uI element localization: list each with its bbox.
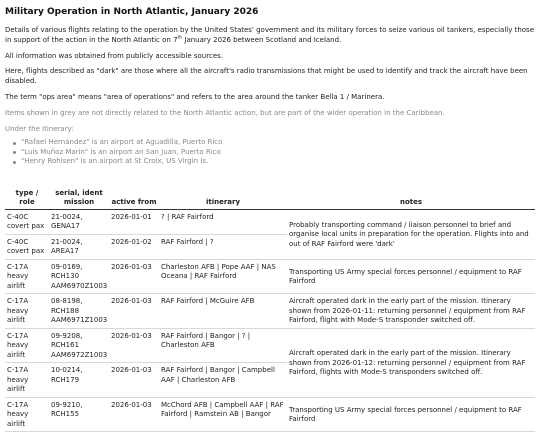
cell-itinerary: RAF Fairford | Bangor | ? | Charleston AFB	[161, 331, 251, 350]
aircraft-role: heavy airlift	[7, 341, 29, 359]
cell-serial: 09-9210, RCH155	[51, 400, 83, 419]
cell-date: 2026-01-03	[111, 400, 152, 409]
intro-paragraph-details	[5, 26, 535, 46]
cell-notes: Probably transporting command / liaison personnel to brief and organise local units in preparation for the operation. Flights into and out of RAF Fairford were 'dark'	[289, 220, 529, 248]
cell-notes: Aircraft operated dark in the early part of the mission. Itinerary shown from 2026-01-11: returning personnel / equipment from RAF Fairford, flight with Mode-S transponder switched off.	[289, 297, 526, 325]
document-page	[5, 6, 535, 432]
aircraft-role: heavy airlift	[7, 410, 29, 428]
cell-type-role	[5, 234, 49, 259]
table-row	[5, 209, 535, 234]
cell-type-role	[5, 259, 49, 294]
cell-date: 2026-01-03	[111, 366, 152, 375]
cell-itinerary: RAF Fairford | ?	[161, 237, 214, 246]
column-header-type-role: type / role	[15, 188, 39, 206]
itinerary-intro: Under the itinerary:	[5, 124, 74, 133]
intro-paragraph-dark-definition: Here, flights described as "dark" are those where all the aircraft's radio transmissions that might be used to identify and track the aircraft have been disabled.	[5, 67, 528, 86]
cell-itinerary: ? | RAF Fairford	[161, 212, 214, 221]
intro-paragraph-grey-items: Items shown in grey are not directly related to the North Atlantic action, but are part of the wider operation in the Caribbean.	[5, 108, 445, 117]
itinerary-notes-list	[21, 138, 535, 167]
table-row	[5, 294, 535, 329]
aircraft-type: C-40C	[7, 237, 29, 246]
cell-date: 2026-01-03	[111, 297, 152, 306]
cell-date: 2026-01-03	[111, 262, 152, 271]
cell-type-role	[5, 328, 49, 363]
cell-date: 2026-01-03	[111, 331, 152, 340]
intro-paragraph-sources: All information was obtained from publicly accessible sources.	[5, 51, 223, 60]
cell-serial: 09-0169, RCH130 AAM6970Z1003	[51, 262, 108, 290]
table-row	[5, 328, 535, 363]
cell-itinerary: McChord AFB | Campbell AAF | RAF Fairford | Ramstein AB | Bangor	[161, 400, 284, 419]
list-item: "Henry Rohlsen" is an airport at St Croix, US Virgin Is.	[21, 157, 535, 167]
table-header-row	[5, 189, 535, 210]
intro-paragraph-ops-area: The term "ops area" means "area of operations" and refers to the area around the tanker Bella 1 / Marinera.	[5, 92, 385, 101]
cell-notes: Aircraft operated dark in the early part of the mission. Itinerary shown from 2026-01-12: returning personnel / equipment from RAF Fairford, flights with Mode-S transponders switched off.	[289, 349, 526, 377]
column-header-notes: notes	[399, 197, 423, 206]
column-header-itinerary: itinerary	[205, 197, 241, 206]
aircraft-role: heavy airlift	[7, 272, 29, 290]
aircraft-role: covert pax	[7, 247, 45, 256]
intro-text-after: January 2026 between Scotland and Iceland.	[182, 35, 342, 44]
cell-serial: 09-9208, RCH161 AAM6972Z1003	[51, 331, 108, 359]
cell-date: 2026-01-01	[111, 212, 152, 221]
cell-type-role	[5, 294, 49, 329]
flights-table	[5, 189, 535, 432]
aircraft-type: C-17A	[7, 400, 29, 409]
aircraft-type: C-17A	[7, 331, 29, 340]
cell-type-role	[5, 209, 49, 234]
cell-notes: Transporting US Army special forces personnel / equipment to RAF Fairford	[289, 405, 522, 424]
table-row	[5, 397, 535, 432]
column-header-active-from: active from	[111, 197, 157, 206]
cell-type-role	[5, 397, 49, 432]
aircraft-role: covert pax	[7, 222, 45, 231]
cell-serial: 21-0024, AREA17	[51, 237, 83, 256]
cell-itinerary: RAF Fairford | McGuire AFB	[161, 297, 255, 306]
aircraft-role: heavy airlift	[7, 306, 29, 325]
cell-itinerary: RAF Fairford | Bangor | Campbell AAF | Charleston AFB	[161, 366, 275, 384]
cell-serial: 08-8198, RCH188 AAM6971Z1003	[51, 297, 108, 325]
cell-date: 2026-01-02	[111, 237, 152, 246]
cell-notes: Transporting US Army special forces personnel / equipment to RAF Fairford	[289, 267, 522, 286]
cell-serial: 10-0214, RCH179	[51, 366, 83, 384]
intro-text-before: Details of various flights relating to the operation by the United States' government and its military forces to seize various oil tankers, especially those in support of the action in the North Atlantic on 7	[5, 26, 534, 44]
ordinal-suffix: th	[177, 35, 183, 41]
cell-type-role	[5, 363, 49, 398]
aircraft-type: C-17A	[7, 297, 29, 306]
aircraft-type: C-17A	[7, 262, 29, 271]
table-row	[5, 259, 535, 294]
cell-itinerary: Charleston AFB | Pope AAF | NAS Oceana | RAF Fairford	[161, 262, 276, 281]
aircraft-type: C-17A	[7, 366, 29, 375]
list-item: "Rafael Hernández" is an airport at Aguadilla, Puerto Rico	[21, 138, 535, 148]
page-title: Military Operation in North Atlantic, January 2026	[5, 7, 259, 17]
list-item: "Luis Muñoz Marín" is an airport an San Juan, Puerto Rico	[21, 148, 535, 158]
aircraft-type: C-40C	[7, 212, 29, 221]
cell-serial: 21-0024, GENA17	[51, 212, 83, 231]
aircraft-role: heavy airlift	[7, 375, 29, 394]
column-header-serial-mission: serial, ident mission	[55, 188, 103, 206]
